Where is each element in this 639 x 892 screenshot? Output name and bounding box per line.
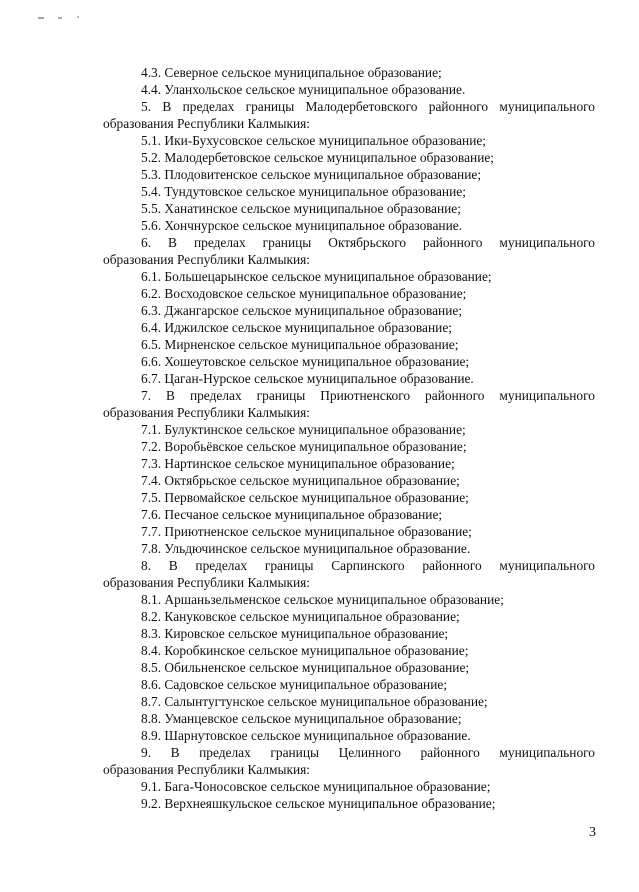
section-heading-continuation: образования Республики Калмыкия: [103, 405, 311, 420]
list-item: 4.4. Уланхольское сельское муниципальное образование. [141, 82, 466, 97]
list-item: 8.1. Аршаньзельменское сельское муниципальное образование; [141, 592, 504, 607]
list-item: 4.3. Северное сельское муниципальное образование; [141, 65, 442, 80]
section-heading-continuation: образования Республики Калмыкия: [103, 252, 311, 267]
list-item: 7.1. Булуктинское сельское муниципальное образование; [141, 422, 466, 437]
list-item: 8.9. Шарнутовское сельское муниципальное образование. [141, 728, 471, 743]
section-heading-line: 8. В пределах границы Сарпинского районного муниципального [141, 558, 595, 573]
list-item: 8.4. Коробкинское сельское муниципальное образование; [141, 643, 469, 658]
list-item: 5.2. Малодербетовское сельское муниципальное образование; [141, 150, 495, 165]
section-heading-line: 6. В пределах границы Октябрьского районного муниципального [141, 235, 595, 250]
document-body [103, 64, 595, 812]
list-item: 6.7. Цаган-Нурское сельское муниципальное образование. [141, 371, 474, 386]
list-item: 8.5. Обильненское сельское муниципальное образование; [141, 660, 470, 675]
list-item: 6.3. Джангарское сельское муниципальное образование; [141, 303, 463, 318]
list-item: 7.2. Воробьёвское сельское муниципальное образование; [141, 439, 467, 454]
list-item: 5.1. Ики-Бухусовское сельское муниципальное образование; [141, 133, 487, 148]
list-item: 9.2. Верхнеяшкульское сельское муниципальное образование; [141, 796, 496, 811]
list-item: 7.5. Первомайское сельское муниципальное образование; [141, 490, 469, 505]
page-number: 3 [589, 825, 596, 840]
list-item: 7.4. Октябрьское сельское муниципальное образование; [141, 473, 460, 488]
list-item: 7.6. Песчаное сельское муниципальное образование; [141, 507, 443, 522]
list-item: 6.4. Иджилское сельское муниципальное образование; [141, 320, 452, 335]
section-heading-line: 5. В пределах границы Малодербетовского районного муниципального [141, 99, 595, 114]
list-item: 8.6. Садовское сельское муниципальное образование; [141, 677, 448, 692]
list-item: 7.3. Нартинское сельское муниципальное образование; [141, 456, 455, 471]
list-item: 5.3. Плодовитенское сельское муниципальное образование; [141, 167, 482, 182]
list-item: 7.7. Приютненское сельское муниципальное образование; [141, 524, 472, 539]
list-item: 8.8. Уманцевское сельское муниципальное образование; [141, 711, 462, 726]
list-item: 8.7. Салынтугтунское сельское муниципальное образование; [141, 694, 488, 709]
list-item: 5.6. Хончнурское сельское муниципальное образование. [141, 218, 463, 233]
list-item: 6.6. Хошеутовское сельское муниципальное образование; [141, 354, 470, 369]
list-item: 8.2. Кануковское сельское муниципальное образование; [141, 609, 460, 624]
section-heading-continuation: образования Республики Калмыкия: [103, 575, 311, 590]
list-item: 9.1. Бага-Чоносовское сельское муниципальное образование; [141, 779, 491, 794]
section-heading-continuation: образования Республики Калмыкия: [103, 762, 311, 777]
scan-marks [36, 12, 86, 22]
list-item: 7.8. Ульдючинское сельское муниципальное образование. [141, 541, 471, 556]
section-heading-continuation: образования Республики Калмыкия: [103, 116, 311, 131]
list-item: 6.5. Мирненское сельское муниципальное образование; [141, 337, 459, 352]
list-item: 8.3. Кировское сельское муниципальное образование; [141, 626, 449, 641]
list-item: 6.1. Большецарынское сельское муниципальное образование; [141, 269, 492, 284]
section-heading-line: 9. В пределах границы Целинного районного муниципального [141, 745, 595, 760]
list-item: 5.5. Ханатинское сельское муниципальное образование; [141, 201, 461, 216]
list-item: 5.4. Тундутовское сельское муниципальное образование; [141, 184, 466, 199]
list-item: 6.2. Восходовское сельское муниципальное образование; [141, 286, 467, 301]
section-heading-line: 7. В пределах границы Приютненского районного муниципального [141, 388, 595, 403]
